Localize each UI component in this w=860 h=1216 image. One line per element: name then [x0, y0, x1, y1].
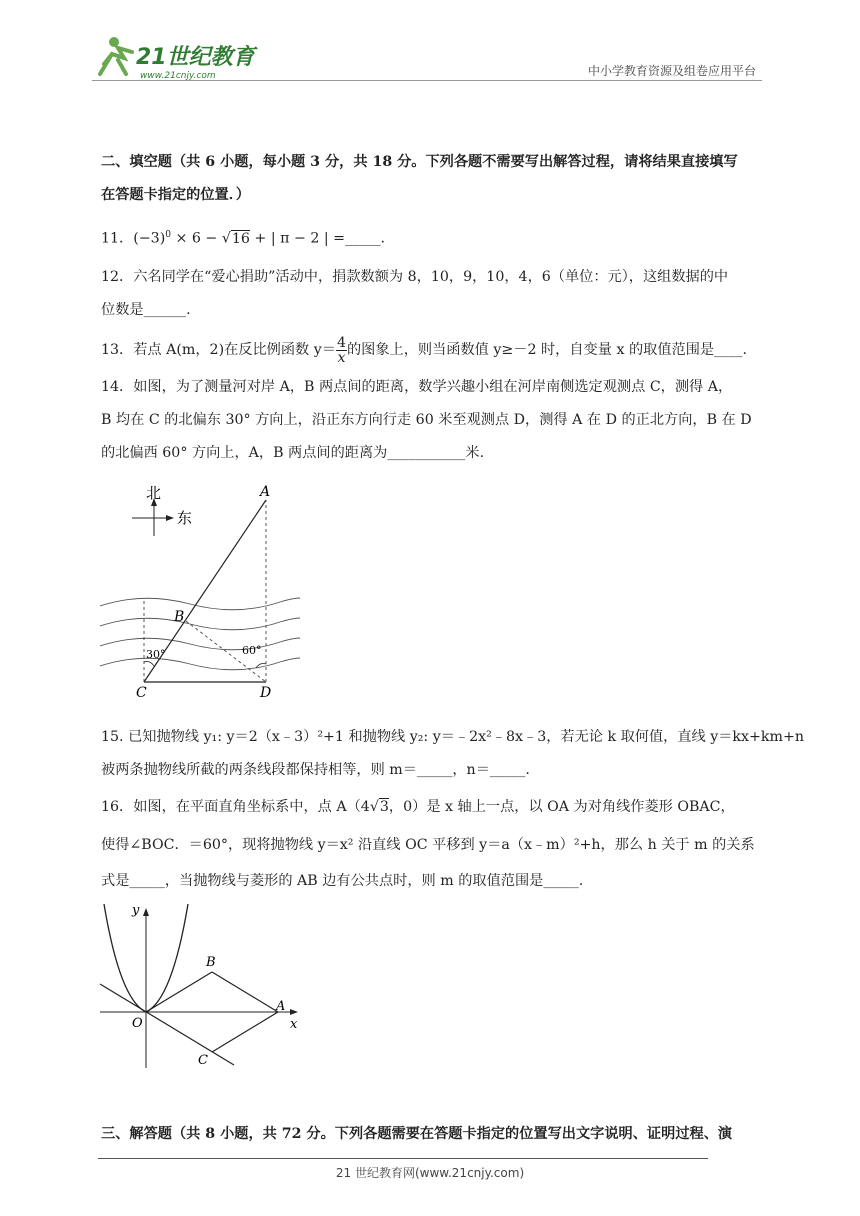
label-point-a: A [276, 999, 286, 1014]
site-logo [92, 34, 262, 82]
river-wave-2 [100, 618, 300, 630]
label-angle-30: 30° [146, 648, 166, 661]
q14-line1: 14．如图，为了测量河对岸 A，B 两点间的距离，数学兴趣小组在河岸南侧选定观测点 C，测得 A， [101, 379, 733, 395]
q13-frac-num: 4 [336, 334, 346, 351]
logo-text: 21世纪教育 [136, 45, 255, 70]
section3-title: 三、解答题（共 8 小题，共 72 分。下列各题需要在答题卡指定的位置写出文字说明、证明过程、演 [101, 1126, 733, 1142]
river-wave-1 [100, 598, 300, 610]
q15-line1: 15. 已知抛物线 y₁: y＝2（x﹣3）²+1 和抛物线 y₂: y＝﹣2x²﹣8x﹣3，若无论 k 取何值，直线 y＝kx+km+n [101, 729, 804, 745]
q16-line2: 使得∠BOC．＝60°，现将抛物线 y＝x² 沿直线 OC 平移到 y＝a（x﹣m）²+h，那么 h 关于 m 的关系 [101, 837, 755, 853]
label-east: 东 [177, 509, 193, 527]
q13-frac-den: x [337, 349, 346, 366]
q11-number: 11． [101, 230, 134, 247]
q11-sqrt-arg: 16 [231, 230, 250, 247]
label-angle-60: 60° [242, 644, 262, 657]
q16-line3: 式是_____，当抛物线与菱形的 AB 边有公共点时，则 m 的取值范围是_____. [101, 873, 584, 889]
river-wave-3 [100, 638, 300, 650]
q16-line1: 16．如图，在平面直角坐标系中，点 A（4√3，0）是 x 轴上一点，以 OA 为对角线作菱形 OBAC， [101, 799, 735, 815]
question-11: 11．$(-3)^0 \times 6 - √16$ + | π − 2 | =_____. [101, 230, 386, 247]
label-point-a: A [260, 484, 271, 500]
q11-exponent: 0 [165, 230, 171, 240]
q12-line2: 位数是______. [101, 302, 191, 318]
rhombus-side-ob [146, 972, 212, 1012]
compass-east-arrow [166, 515, 174, 521]
label-point-c: C [198, 1053, 208, 1068]
q14-line2: B 均在 C 的北偏东 30° 方向上，沿正东方向行走 60 米至观测点 D，测得 A 在 D 的正北方向，B 在 D [101, 412, 752, 428]
q12-line1: 12．六名同学在“爱心捐助”活动中，捐款数额为 8，10，9，10，4，6（单位：元），这组数据的中 [101, 269, 729, 285]
label-point-c: C [136, 685, 147, 701]
header-tagline: 中小学教育资源及组卷应用平台 [587, 64, 756, 78]
section2-title-line1: 二、填空题（共 6 小题，每小题 3 分，共 18 分。下列各题不需要写出解答过程，请将结果直接填写 [101, 154, 738, 170]
section2-title-line2: 在答题卡指定的位置．） [101, 187, 250, 203]
q16-sqrt-arg: 3 [379, 799, 389, 815]
q16-line1-post: ，0）是 x 轴上一点，以 OA 为对角线作菱形 OBAC， [388, 799, 735, 815]
label-x-axis: x [290, 1017, 298, 1032]
angle-arc-c [144, 662, 154, 667]
q13-fraction [336, 336, 347, 365]
river-wave-4 [100, 658, 300, 670]
label-y-axis: y [132, 903, 140, 918]
label-origin: O [132, 1016, 143, 1031]
q14-line3: 的北偏西 60° 方向上，A，B 两点间的距离为___________米. [101, 445, 485, 461]
q15-line2: 被两条抛物线所截的两条线段都保持相等，则 m＝_____，n＝_____. [101, 762, 530, 778]
q11-expr-a: (−3) [133, 230, 166, 247]
x-axis-arrow [290, 1009, 298, 1015]
question-13 [101, 336, 747, 364]
parabola-left [104, 904, 146, 1012]
figure-rhombus-parabola [96, 900, 308, 1072]
header-rule [92, 80, 762, 81]
q11-expr-b: × 6 − [170, 230, 222, 247]
line-oc [100, 984, 234, 1065]
figure-river-diagram [100, 478, 300, 702]
label-north: 北 [146, 484, 162, 502]
logo-url: www.21cnjy.com [140, 71, 216, 81]
label-point-d: D [260, 685, 272, 701]
q13-pre: 13．若点 A(m，2)在反比例函数 y＝ [101, 342, 336, 358]
rhombus-side-ac [212, 1012, 278, 1052]
rhombus-side-ba [212, 972, 278, 1012]
label-point-b: B [174, 609, 185, 625]
footer-link[interactable]: 21 世纪教育网(www.21cnjy.com) [335, 1166, 525, 1180]
q16-line1-pre: 16．如图，在平面直角坐标系中，点 A（4 [101, 799, 370, 815]
parabola-right [146, 904, 188, 1012]
footer-rule [98, 1158, 708, 1159]
q13-post: 的图象上，则当函数值 y≥－2 时，自变量 x 的取值范围是____. [346, 342, 747, 358]
q11-expr-c: + | π − 2 | =_____. [249, 230, 386, 247]
label-point-b: B [206, 955, 216, 970]
y-axis-arrow [143, 908, 149, 916]
